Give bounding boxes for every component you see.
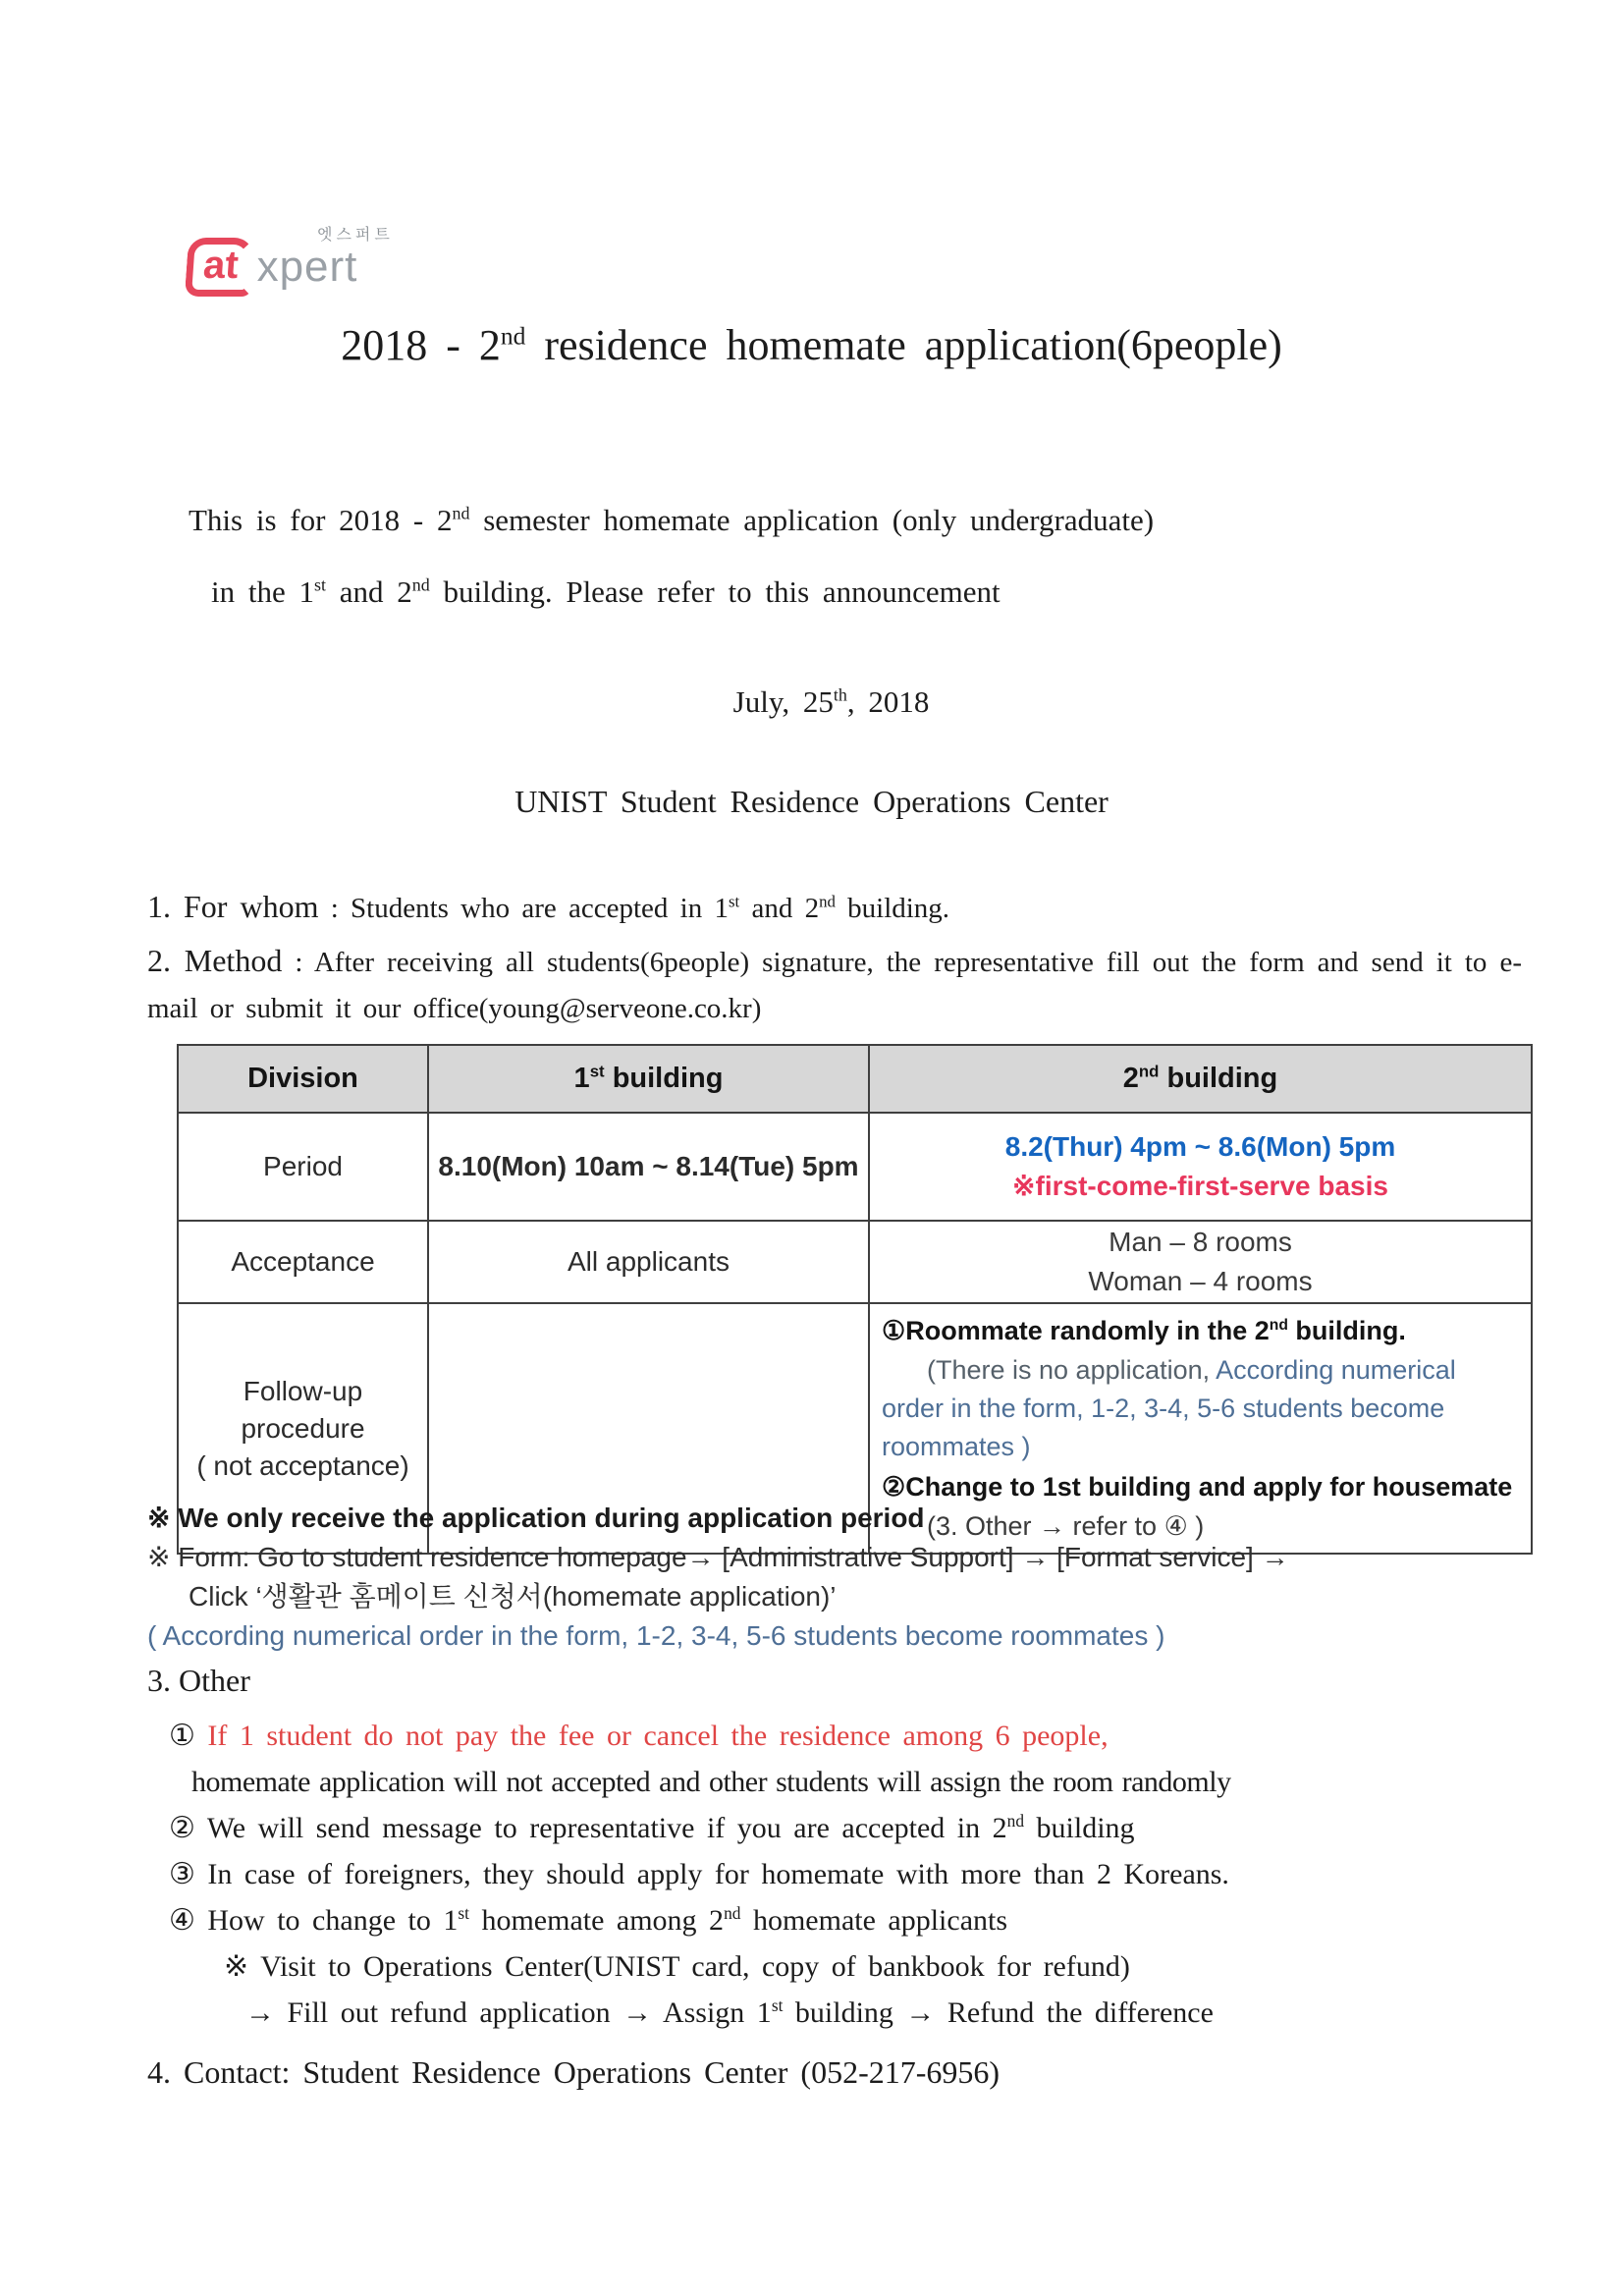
followup-note-dark: (There is no application, bbox=[927, 1355, 1217, 1385]
date-text-rest: , 2018 bbox=[846, 684, 930, 719]
section-1-text: and 2 bbox=[739, 893, 820, 924]
date-superscript: th bbox=[833, 684, 847, 705]
other-item-4-sub-refund-flow bbox=[147, 1990, 1551, 2036]
intro-text: This is for 2018 - 2 bbox=[189, 503, 453, 537]
acceptance-building-1: All applicants bbox=[428, 1221, 869, 1303]
header-text: 1 bbox=[573, 1063, 590, 1094]
other-item-4-superscript: nd bbox=[724, 1903, 741, 1923]
followup-item-2: ②Change to 1st building and apply for housemate bbox=[882, 1472, 1513, 1502]
building-comparison-table bbox=[177, 1044, 1533, 1555]
section-3-heading: 3. Other bbox=[147, 1663, 250, 1698]
followup-item-1-note bbox=[882, 1351, 1521, 1466]
note-numerical-order: ( According numerical order in the form, 1-2, 3-4, 5-6 students become roommates ) bbox=[147, 1620, 1165, 1651]
logo-xpert-text: xpert bbox=[256, 243, 358, 291]
followup-item-1-text: ①Roommate randomly in the 2 bbox=[882, 1316, 1270, 1345]
other-item-1-number: ① bbox=[169, 1720, 208, 1752]
intro-line-2 bbox=[211, 574, 1001, 610]
other-item-1-red-text: If 1 student do not pay the fee or cancel the residence among 6 people, bbox=[207, 1720, 1109, 1752]
note-application-period: ※ We only receive the application during application period bbox=[147, 1503, 925, 1533]
section-method bbox=[147, 938, 1522, 1032]
other-item-3: ③ In case of foreigners, they should apply for homemate with more than 2 Koreans. bbox=[169, 1858, 1229, 1890]
intro-text: and 2 bbox=[326, 574, 412, 609]
other-item-2 bbox=[147, 1805, 1551, 1851]
section-2-heading: 2. Method bbox=[147, 943, 283, 978]
date-text: July, 25 bbox=[732, 684, 834, 719]
period-building-2 bbox=[869, 1113, 1532, 1221]
note-form-click: Click ‘생활관 홈메이트 신청서(homemate application)’ bbox=[189, 1581, 837, 1612]
logo-at-mark: at bbox=[185, 238, 255, 297]
followup-label-line: procedure bbox=[241, 1412, 365, 1444]
refund-flow-text: → Fill out refund application → Assign 1 bbox=[245, 1996, 772, 2029]
followup-superscript: nd bbox=[1269, 1317, 1288, 1334]
header-building-2 bbox=[869, 1045, 1532, 1113]
other-item-1 bbox=[147, 1713, 1551, 1759]
logo-korean-text: 엣스퍼트 bbox=[317, 227, 394, 244]
table-notes bbox=[147, 1499, 1542, 1656]
table-header-row bbox=[178, 1045, 1532, 1113]
header-text: 2 bbox=[1122, 1063, 1139, 1094]
section-1-heading: 1. For whom bbox=[147, 889, 319, 924]
period-building-2-note: ※first-come-first-serve basis bbox=[1012, 1171, 1388, 1201]
header-text-rest: building bbox=[1159, 1063, 1278, 1094]
note-form-path: ※ Form: Go to student residence homepage→ [Administrative Support] → [Format service] → bbox=[147, 1542, 1289, 1572]
title-text: 2018 - 2 bbox=[341, 321, 501, 369]
intro-text-rest: semester homemate application (only undergraduate) bbox=[469, 503, 1155, 537]
intro-text: in the 1 bbox=[211, 574, 314, 609]
other-item-4-sub-visit: ※ Visit to Operations Center(UNIST card, copy of bankbook for refund) bbox=[224, 1950, 1130, 1983]
other-item-4-superscript: st bbox=[458, 1903, 469, 1923]
intro-superscript: nd bbox=[411, 574, 430, 595]
header-division: Division bbox=[178, 1045, 428, 1113]
organization-name: UNIST Student Residence Operations Center bbox=[514, 784, 1109, 819]
table-row-period bbox=[178, 1113, 1532, 1221]
header-superscript: st bbox=[589, 1062, 605, 1081]
logo-wordmark bbox=[187, 238, 357, 297]
followup-item-1-text-rest: building. bbox=[1287, 1316, 1406, 1345]
followup-label-line: ( not acceptance) bbox=[196, 1449, 409, 1481]
period-label: Period bbox=[178, 1113, 428, 1221]
header-text-rest: building bbox=[604, 1063, 724, 1094]
section-1-text-rest: building. bbox=[835, 893, 950, 924]
document-title bbox=[0, 320, 1623, 370]
period-building-2-time: 8.2(Thur) 4pm ~ 8.6(Mon) 5pm bbox=[1004, 1131, 1396, 1162]
other-item-4-text-rest: homemate applicants bbox=[740, 1904, 1008, 1937]
atxpert-logo bbox=[187, 220, 461, 313]
acceptance-building-2 bbox=[869, 1221, 1532, 1303]
acceptance-men-rooms: Man – 8 rooms bbox=[1109, 1227, 1292, 1257]
other-item-4 bbox=[147, 1897, 1551, 1943]
section-1-superscript: nd bbox=[819, 892, 836, 911]
section-1-superscript: st bbox=[728, 892, 740, 911]
other-item-2-superscript: nd bbox=[1006, 1811, 1025, 1831]
other-item-4-text: ④ How to change to 1 bbox=[169, 1904, 459, 1937]
intro-line-1 bbox=[189, 503, 1154, 538]
header-building-1 bbox=[428, 1045, 869, 1113]
other-item-4-text: homemate among 2 bbox=[468, 1904, 725, 1937]
followup-item-2-note: (3. Other → refer to ④ ) bbox=[927, 1511, 1205, 1541]
header-superscript: nd bbox=[1138, 1062, 1160, 1081]
refund-flow-superscript: st bbox=[771, 1995, 784, 2015]
followup-item-1 bbox=[882, 1312, 1521, 1349]
intro-superscript: st bbox=[314, 574, 326, 595]
section-2-text: After receiving all students(6people) signature, the representative fill out the form and send it to e-mail or submit it our office(young@serveone.co.kr) bbox=[147, 947, 1522, 1024]
section-for-whom bbox=[147, 889, 949, 925]
other-item-1-continuation: homemate application will not accepted and other students will assign the room randomly bbox=[191, 1766, 1231, 1798]
followup-note-blue: According numerical order in the form, 1-2, 3-4, 5-6 students become roommates ) bbox=[882, 1355, 1456, 1461]
section-1-text: Students who are accepted in 1 bbox=[351, 893, 729, 924]
section-contact: 4. Contact: Student Residence Operations Center (052-217-6956) bbox=[147, 2054, 1001, 2090]
title-text-rest: residence homemate application(6people) bbox=[525, 321, 1282, 369]
other-item-2-text: ② We will send message to representative if you are accepted in 2 bbox=[169, 1812, 1007, 1844]
document-date bbox=[0, 684, 1623, 720]
acceptance-women-rooms: Woman – 4 rooms bbox=[1088, 1266, 1313, 1296]
table-header bbox=[178, 1045, 1532, 1113]
separator: : bbox=[282, 947, 314, 978]
refund-flow-text-rest: building → Refund the difference bbox=[783, 1996, 1214, 2029]
followup-label-line: Follow-up bbox=[243, 1375, 363, 1406]
other-item-2-text-rest: building bbox=[1024, 1812, 1135, 1844]
title-superscript: nd bbox=[500, 321, 526, 351]
section-other bbox=[147, 1663, 1551, 2036]
separator: : bbox=[318, 893, 352, 924]
period-building-1: 8.10(Mon) 10am ~ 8.14(Tue) 5pm bbox=[428, 1113, 869, 1221]
intro-superscript: nd bbox=[452, 503, 470, 523]
intro-text-rest: building. Please refer to this announcement bbox=[429, 574, 1001, 609]
table-row-acceptance bbox=[178, 1221, 1532, 1303]
acceptance-label: Acceptance bbox=[178, 1221, 428, 1303]
